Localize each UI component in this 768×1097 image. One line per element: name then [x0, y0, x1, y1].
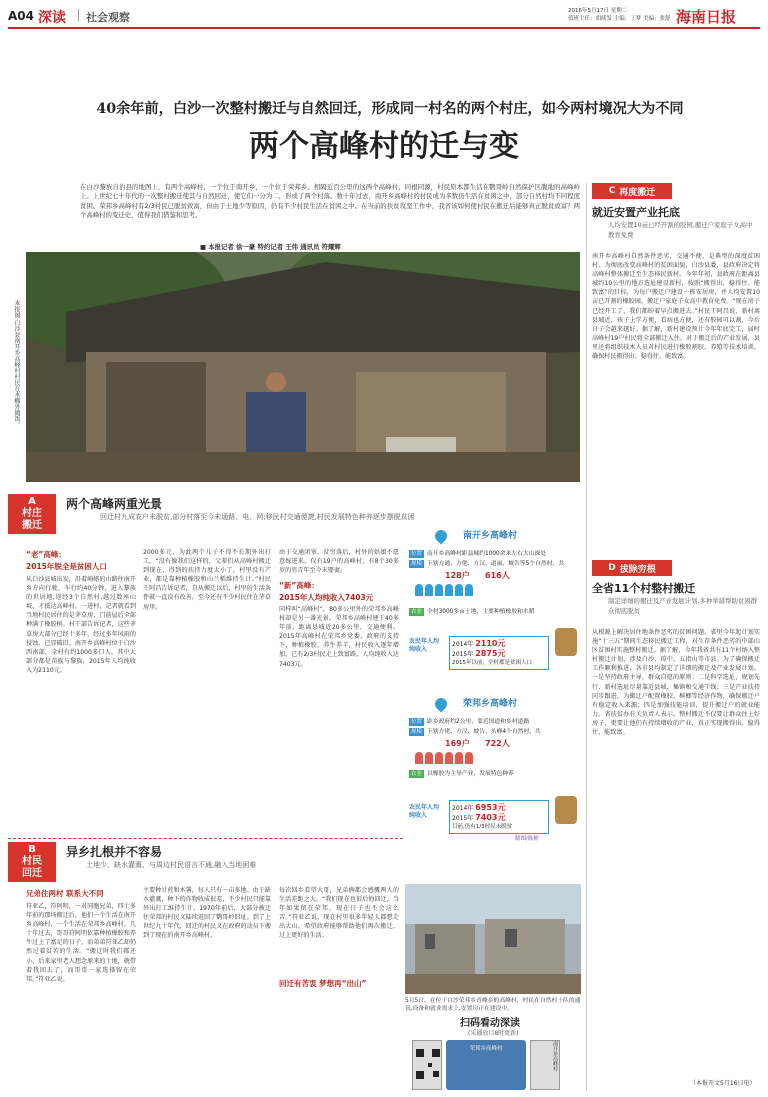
section-d-deck: 制定详细的搬迁及产业发展计划,多种举措帮助贫困群众彻底脱贫 — [608, 597, 758, 615]
newspaper-logo: 海南日报 — [676, 8, 737, 26]
section-c-body: 南开乡高峰村自然条件恶劣，交通不便，是典型的深度贫困村。为彻底改变高峰村的贫困面貌，白沙县委、县政府决定将高峰村整体搬迁至生态移民新村。今年年初，县政府在距离县城约10公里的地方选址建设新村，按照“搬得出、稳得住、能致富”的目标，为每户搬迁户建设一栋安居房，并人均安置10亩已开割的橡胶园，搬迁户家庭子女高中教育免费。“现在房子已经开工了，我们都盼着早点搬进去。”村民王阿昌说，新村离县城近，孩子上学方便，看病也方便，还有胶园可以割，今后日子会越来越好。据了解，新村建设预计今年年底完工，届时高峰村19户村民将全部搬迁入住。对于搬迁后的产业发展，县里还将组织技术人员对村民进行橡胶割胶、养殖等技术培训，确保村民搬得出、稳得住、能致富。 — [592, 253, 760, 361]
section-b-col1: 符亚乙，符阿明，一对同胞兄弟，四十多年前的那场搬迁后，他们一个生活在南开乡高峰村，一个生活在荣邦乡高峰村。几十年过去，哥哥符阿明依靠种植橡胶和养牛过上了富足的日子，而弟弟符亚乙却仍然过着贫苦的生活。“搬迁时我们都还小，后来家里老人想念原来的土地，就带着我回去了，而哥哥一家选择留在荣邦。”符亚乙说。 — [26, 903, 136, 983]
date-line: 2016年5月17日 星期二 — [568, 8, 628, 14]
qr-note: 荣邦乡高峰村 — [469, 1046, 503, 1052]
section-a-tag-text: 村庄搬迁 — [22, 508, 42, 531]
section-b-tag — [8, 842, 56, 882]
section-a-sub1b: 2015年脱全是贫困人口 — [26, 562, 107, 571]
section-a-sub2: “新”高峰： — [279, 581, 319, 590]
section-d-heading: 全省11个村整村搬迁 — [592, 582, 696, 595]
construction-photo-caption: 5月5日，在位于白沙荣邦乡青峰乡的高峰村，村民在自然村十队的通讯,设备和就业需求上,安置房正在建设中。 — [405, 998, 581, 1012]
qr-note2: 南开乡高峰村 — [530, 1040, 560, 1090]
location-pin-icon — [433, 528, 450, 545]
section-b-deck: 土地少、缺水灌溉、与周边村民语言不通,融入当地困难 — [86, 861, 257, 869]
infobox-rongbang-people: 722人 — [485, 739, 510, 748]
section-c-tag — [592, 183, 672, 199]
section-d-letter: D — [608, 563, 616, 573]
section-divider — [8, 838, 403, 839]
section-d-body: 从根源上解决居住地条件恶劣的贫困问题，省里今年起计划实施“十三五”期间生态移民搬迁工程，对生存条件恶劣的中部山区贫困村实施整村搬迁。据了解，今年我省共有11个村纳入整村搬迁计划，涉及白沙、琼中、五指山等市县。为了确保搬迁工作顺利推进，各市县均制定了详细的搬迁及产业发展计划。一是坚持政府主导、群众自愿的原则；二是科学选址、规划先行，新村选址尽量靠近县城、集镇和交通干线；三是产业扶持同步跟进，为搬迁户配置橡胶、槟榔等经济作物，确保搬迁户有稳定收入来源；四是加强技能培训，提升搬迁户的就业能力。省扶贫办有关负责人表示，整村搬迁不仅要让群众住上好房子，更要让他们有持续增收的产业，真正实现搬得出、稳得住、能致富。 — [592, 629, 760, 737]
infobox-nankai-title: 南开乡高峰村 — [463, 531, 518, 541]
section-a-sub1: “老”高峰： — [26, 550, 66, 559]
infobox-nankai-loc: 位置 南开乡高峰村距县城约1000余米左右大山深处 — [411, 551, 547, 557]
infobox-nankai-households: 128户 — [445, 571, 470, 580]
income-row: 2014年 2110元 — [452, 639, 506, 648]
page-header — [8, 6, 760, 26]
section-a-col4: 同样叫“高峰村”，80多公里外的荣邦乡高峰村却是另一番光景。荣邦乡高峰村建于40多年前，距离县城近20多公里，交通便利。2015年高峰村在荣邦乡党委、政府的支持下，种植橡胶、养牛养羊，村民收入逐年增加，已有2/3村民走上致富路，人均纯收入达7403元。 — [279, 606, 399, 668]
section-b-letter: B — [28, 844, 36, 855]
section-c-heading: 就近安置产业托底 — [592, 206, 680, 219]
income-row: 目前,仍有1/3村民未脱贫 — [452, 824, 513, 830]
infobox-rongbang-households: 169户 — [445, 739, 470, 748]
section-d-tag-text: 拔除穷根 — [619, 564, 656, 575]
main-photo — [26, 252, 580, 482]
location-pin-icon — [433, 696, 450, 713]
infobox-credit: 制图/陈彬 — [515, 836, 539, 842]
section-c-deck: 人均安置10亩已经开割的胶园,搬迁户家庭子女高中教育免费 — [608, 221, 753, 239]
infobox-rongbang-title: 荣邦乡高峰村 — [463, 699, 518, 709]
section-a-letter: A — [28, 496, 36, 507]
section-b-tag-text: 村民回迁 — [22, 856, 42, 879]
infobox-rongbang-loc: 位置 距乡政府约2公里，靠近国道和乡村道路 — [411, 719, 530, 725]
byline: ■ 本报记者 徐一豪 特约记者 王伟 通讯员 符耀辉 — [200, 243, 341, 251]
people-icons — [415, 752, 565, 766]
income-row: 2015年以前，全村都是贫困人口 — [452, 660, 533, 666]
infobox-rongbang-scale: 规模 下辖方佬、方汉、坡告、头峰4个自然村，共 — [411, 729, 541, 735]
money-bag-icon — [555, 628, 577, 656]
divider — [78, 9, 79, 21]
construction-photo — [405, 884, 581, 994]
income-row: 2015年 7403元 — [452, 813, 506, 822]
section-b-col3: 每次回乡看望大哥，兄弟俩都会感慨两人的生活差距之大。“我们现在也很后悔回迁，当年如果留在荣邦，现在日子也不会这么苦。”符亚乙说，现在村里很多年轻人都想走出大山，希望政府能够帮助他们再次搬迁，过上更好的生活。 — [279, 887, 399, 940]
column-name: 社会观察 — [86, 11, 130, 24]
infobox-nankai-income-label: 农民年人均纯收入 — [409, 638, 440, 653]
article-subtitle: 40余年前，白沙一次整村搬迁与自然回迁，形成同一村名的两个村庄，如今两村境况大为不同 — [96, 101, 684, 117]
photo-caption: 本报图 白沙县南开乡高峰村村民在木棚外做饭。 — [13, 300, 20, 428]
section-c-letter: C — [608, 186, 616, 196]
section-b-heading: 异乡扎根并不容易 — [66, 845, 163, 859]
qr-title: 扫码看动深读 — [460, 1018, 520, 1029]
section-a-sub2b: 2015年人均纯收入7403元 — [279, 593, 374, 602]
section-a-heading: 两个高峰两重光景 — [66, 497, 163, 511]
section-b-sub2: 回迁有苦衷 梦想再“出山” — [279, 979, 367, 988]
section-a-deck: 回迁村九成农户未脱贫,部分村落至今未通路、电、网;移民村交通便捷,村民发展特色种养逐步摆脱贫困 — [100, 513, 415, 521]
phone-screen[interactable] — [446, 1040, 526, 1090]
section-a-col3: 由于交通闭塞、贫穷落后，村外的姑娘不愿意嫁进来。仅有19户的高峰村，有8个30多岁的男青年至今未娶妻。 — [279, 549, 399, 575]
section-name: 深读 — [38, 10, 66, 26]
infobox-rongbang — [405, 696, 581, 886]
header-rule — [8, 27, 760, 29]
infobox-nankai-people: 616人 — [485, 571, 510, 580]
section-c-tag-text: 再度搬迁 — [619, 187, 656, 198]
column-rule — [586, 183, 587, 1091]
income-row: 2015年 2875元 — [452, 649, 506, 658]
income-row: 2014年 6953元 — [452, 803, 506, 812]
infobox-nankai-scale: 规模 下辖方通、方佬、方汉、道丽、坡告等5个自然村，共 — [411, 561, 565, 567]
infobox-nankai-income-table — [449, 636, 549, 670]
infobox-nankai-agri: 农业 全村3000多亩土地，主要种植橡胶和水稻 — [411, 609, 535, 615]
money-bag-icon — [555, 796, 577, 824]
editor-line: 值班主任：胡续发 主编：丁梦 美编：张舒 — [568, 16, 671, 22]
section-b-sub1: 兄弟住两村 联系大不同 — [26, 889, 104, 898]
section-b-col2: 主要种甘蔗和木薯，每人只有一亩多地。由于缺水灌溉，种下的作物收成很差，不少村民只能靠外出打工维持生计。1970年前后，大部分被迁往荣邦的村民又陆续返回了鹦哥岭旧址。到了上世纪九十年代，回迁的村民又在政府的动员下搬到了现在的南开乡高峰村。 — [143, 887, 271, 940]
qr-subtitle: (采播放目8时更新) — [468, 1030, 519, 1037]
infobox-rongbang-agri: 农业 以橡胶为主导产业，发展特色种养 — [411, 771, 514, 777]
page-number: A04 — [8, 9, 34, 23]
people-icons — [415, 584, 565, 598]
section-a-col2: 2000多元，为此两个儿子不得不长期外出打工。“没有像我们这样的，父辈们从高峰村搬迁到现在，得到的扶持力度太小了，村里没有产业，都是靠种植橡胶和山兰稻维持生计。”村民王阿昌告诉记者，自从搬迁以后，村里的生活条件就一直没有改善，至今还有不少村民住在茅草房里。 — [143, 549, 271, 611]
article-title: 两个高峰村的迁与变 — [249, 129, 519, 164]
section-a-col1: 从白沙县城出发，沿着崎岖的山路往南开乡方向行驶，车行约40分钟，进入黎族的世居地,途经3个自然村,越过数座山坡，才抵达高峰村。一进村，记者就看到当地村民居住的是茅草房，门前屋后全部种满了橡胶树。村干部告诉记者，这些茅草房大部分已经十多年，经过多年风雨的侵蚀，已显破旧。南开乡高峰村位于白沙西南部，全村有约1000多口人，其中大部分都是苗族与黎族，2015年人均纯收入为2110元。 — [26, 576, 136, 674]
end-note: （本报开文5月16日电） — [690, 1080, 756, 1087]
section-a-tag — [8, 494, 56, 534]
section-d-tag — [592, 560, 672, 576]
qr-code[interactable] — [412, 1040, 442, 1090]
article-lead: 在白沙黎族自治县的地图上，有两个高峰村，一个位于南开乡，一个位于荣邦乡。相隔近百公里的这两个高峰村，同根同源，村民原本都生活在鹦哥岭自然保护区腹地的高峰岭上。上世纪七十年代的一次整村搬迁使其与自然回迁，使它们一分为二，形成了两个村落。数十年过去，南开乡高峰村的村民成为多数仍生活在贫困之中，部分自然村均不同程度贫困。荣邦乡高峰村有2/3村民已脱贫致富，但由于土地少等原因，仍有不少村民生活在贫困之中。在当前的扶贫攻坚工作中，我省该如何使村民在搬迁后能够真正脱贫致富？两个高峰村的变迁史，值得我们借鉴和思考。 — [80, 183, 580, 220]
infobox-rongbang-income-table — [449, 800, 549, 834]
infobox-rongbang-income-label: 农民年人均纯收入 — [409, 804, 440, 819]
